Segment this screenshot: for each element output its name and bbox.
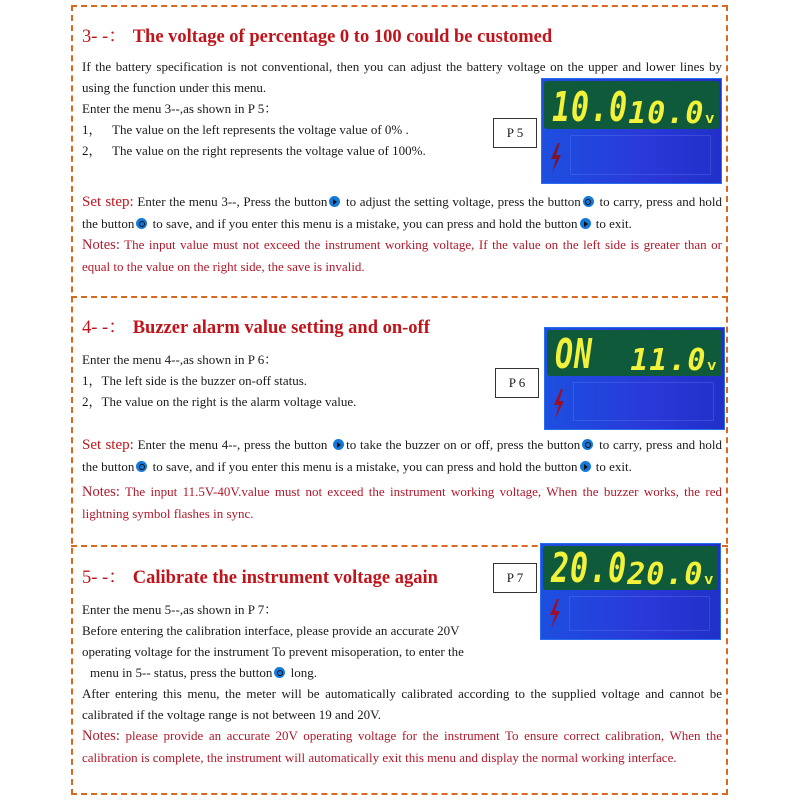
step-text: Enter the menu 4--, press the button [137,437,328,452]
set-step-paragraph [82,434,722,477]
step-text: to exit. [595,216,632,231]
notes-paragraph [82,481,722,524]
step-text: to adjust the setting voltage, press the button [346,194,581,209]
enter-menu-text: Enter the menu 5--,as shown in P 7： [82,602,278,617]
step-text: to save, and if you enter this menu is a mistake, you can press and hold the button [152,459,578,474]
notes-label: Notes: [82,728,120,744]
after-calibration-paragraph: After entering this menu, the meter will be automatically calibrated according to the supplied voltage and cannot be calibrated if the voltage range is not between 19 and 20V. [82,686,722,722]
lcd-right-group [628,96,715,131]
set-step-paragraph [82,191,722,234]
lcd-right-group [627,557,714,592]
notes-text: please provide an accurate 20V operating voltage for the instrument To ensure correct calibration, When the calibration is complete, the instrument will automatically exit this menu and display the normal working interface. [82,728,722,765]
intro-paragraph: If the battery specification is not conventional, then you can adjust the battery voltage on the upper and lower lines by using the function under this menu. [82,59,722,95]
list-text: The value on the right is the alarm voltage value. [101,394,357,409]
play-button-icon[interactable] [580,461,591,472]
power-button-icon[interactable] [136,461,147,472]
step-text: Enter the menu 3--, Press the button [137,194,328,209]
lcd-display-p5 [541,78,722,184]
notes-label: Notes: [82,484,120,500]
figure-label-p5: P 5 [493,118,537,148]
lcd-bottom-row [569,596,710,631]
power-button-icon[interactable] [583,196,594,207]
lcd-top-row [547,330,722,379]
power-button-icon[interactable] [274,667,285,678]
lightning-bolt-icon [552,389,566,419]
step-text: menu in 5-- status, press the button [90,665,273,680]
section-title-text: The voltage of percentage 0 to 100 could be customed [132,27,553,47]
lcd-top-row [543,545,718,593]
list-index: 1， [82,373,102,388]
notes-paragraph [82,234,722,277]
section-title-text: Buzzer alarm value setting and on-off [132,318,430,338]
before-calibration-line: operating voltage for the instrument To prevent misoperation, to enter the [82,644,464,659]
enter-menu-text: Enter the menu 3--,as shown in P 5： [82,101,278,116]
lcd-right-value: 11.0 [630,343,707,378]
section-number: 3- -： [82,27,127,47]
play-button-icon[interactable] [333,439,344,450]
step-text: long. [290,665,317,680]
power-button-icon[interactable] [136,218,147,229]
before-calibration-line: Before entering the calibration interface, please provide an accurate 20V [82,623,460,638]
lcd-bottom-row [570,135,711,175]
list-text: The left side is the buzzer on-off status. [101,373,308,388]
section-divider [71,296,728,298]
section-number: 5- -： [82,568,127,588]
play-button-icon[interactable] [580,218,591,229]
section-number: 4- -： [82,318,127,338]
step-text: to take the buzzer on or off, press the button [346,437,581,452]
lcd-left-value: ON [555,331,594,379]
set-step-label: Set step: [82,194,134,210]
section-title [82,22,722,48]
list-index: 1， [82,122,102,137]
lcd-bottom-row [573,382,714,421]
notes-text: The input value must not exceed the instrument working voltage, If the value on the left side is greater than or equal to the value on the right side, the save is invalid. [82,237,723,274]
lcd-unit: V [705,113,715,126]
figure-label-p6: P 6 [495,368,539,398]
list-text: The value on the right represents the voltage value of 100%. [112,143,426,158]
lcd-right-value: 10.0 [628,96,705,131]
lcd-left-value: 20.0 [551,545,628,593]
notes-paragraph [82,725,722,768]
play-button-icon[interactable] [329,196,340,207]
lcd-right-group [630,343,716,378]
lcd-display-p6 [544,327,725,430]
lcd-unit: V [704,574,714,587]
lcd-unit: V [707,360,716,373]
lcd-left-value: 10.0 [552,84,629,132]
lightning-bolt-icon [549,143,563,173]
notes-text: The input 11.5V-40V.value must not exceed the instrument working voltage, When the buzzer works, the red lightning symbol flashes in sync. [82,484,723,521]
list-text: The value on the left represents the voltage value of 0% . [112,122,409,137]
step-text: to carry, press and hold the button [82,194,723,231]
notes-label: Notes: [82,237,120,253]
step-text: to exit. [595,459,632,474]
step-text: to carry, press and hold the button [82,437,723,474]
before-calibration-line [82,662,722,683]
set-step-label: Set step: [82,437,134,453]
step-text: to save, and if you enter this menu is a mistake, you can press and hold the button [152,216,578,231]
power-button-icon[interactable] [582,439,593,450]
lcd-right-value: 20.0 [627,557,704,592]
list-index: 2， [82,394,102,409]
lcd-top-row [544,81,719,132]
list-index: 2， [82,143,102,158]
enter-menu-text: Enter the menu 4--,as shown in P 6： [82,352,278,367]
figure-label-p7: P 7 [493,563,537,593]
lcd-display-p7 [540,543,721,640]
section-title-text: Calibrate the instrument voltage again [132,568,438,588]
lightning-bolt-icon [548,599,562,629]
